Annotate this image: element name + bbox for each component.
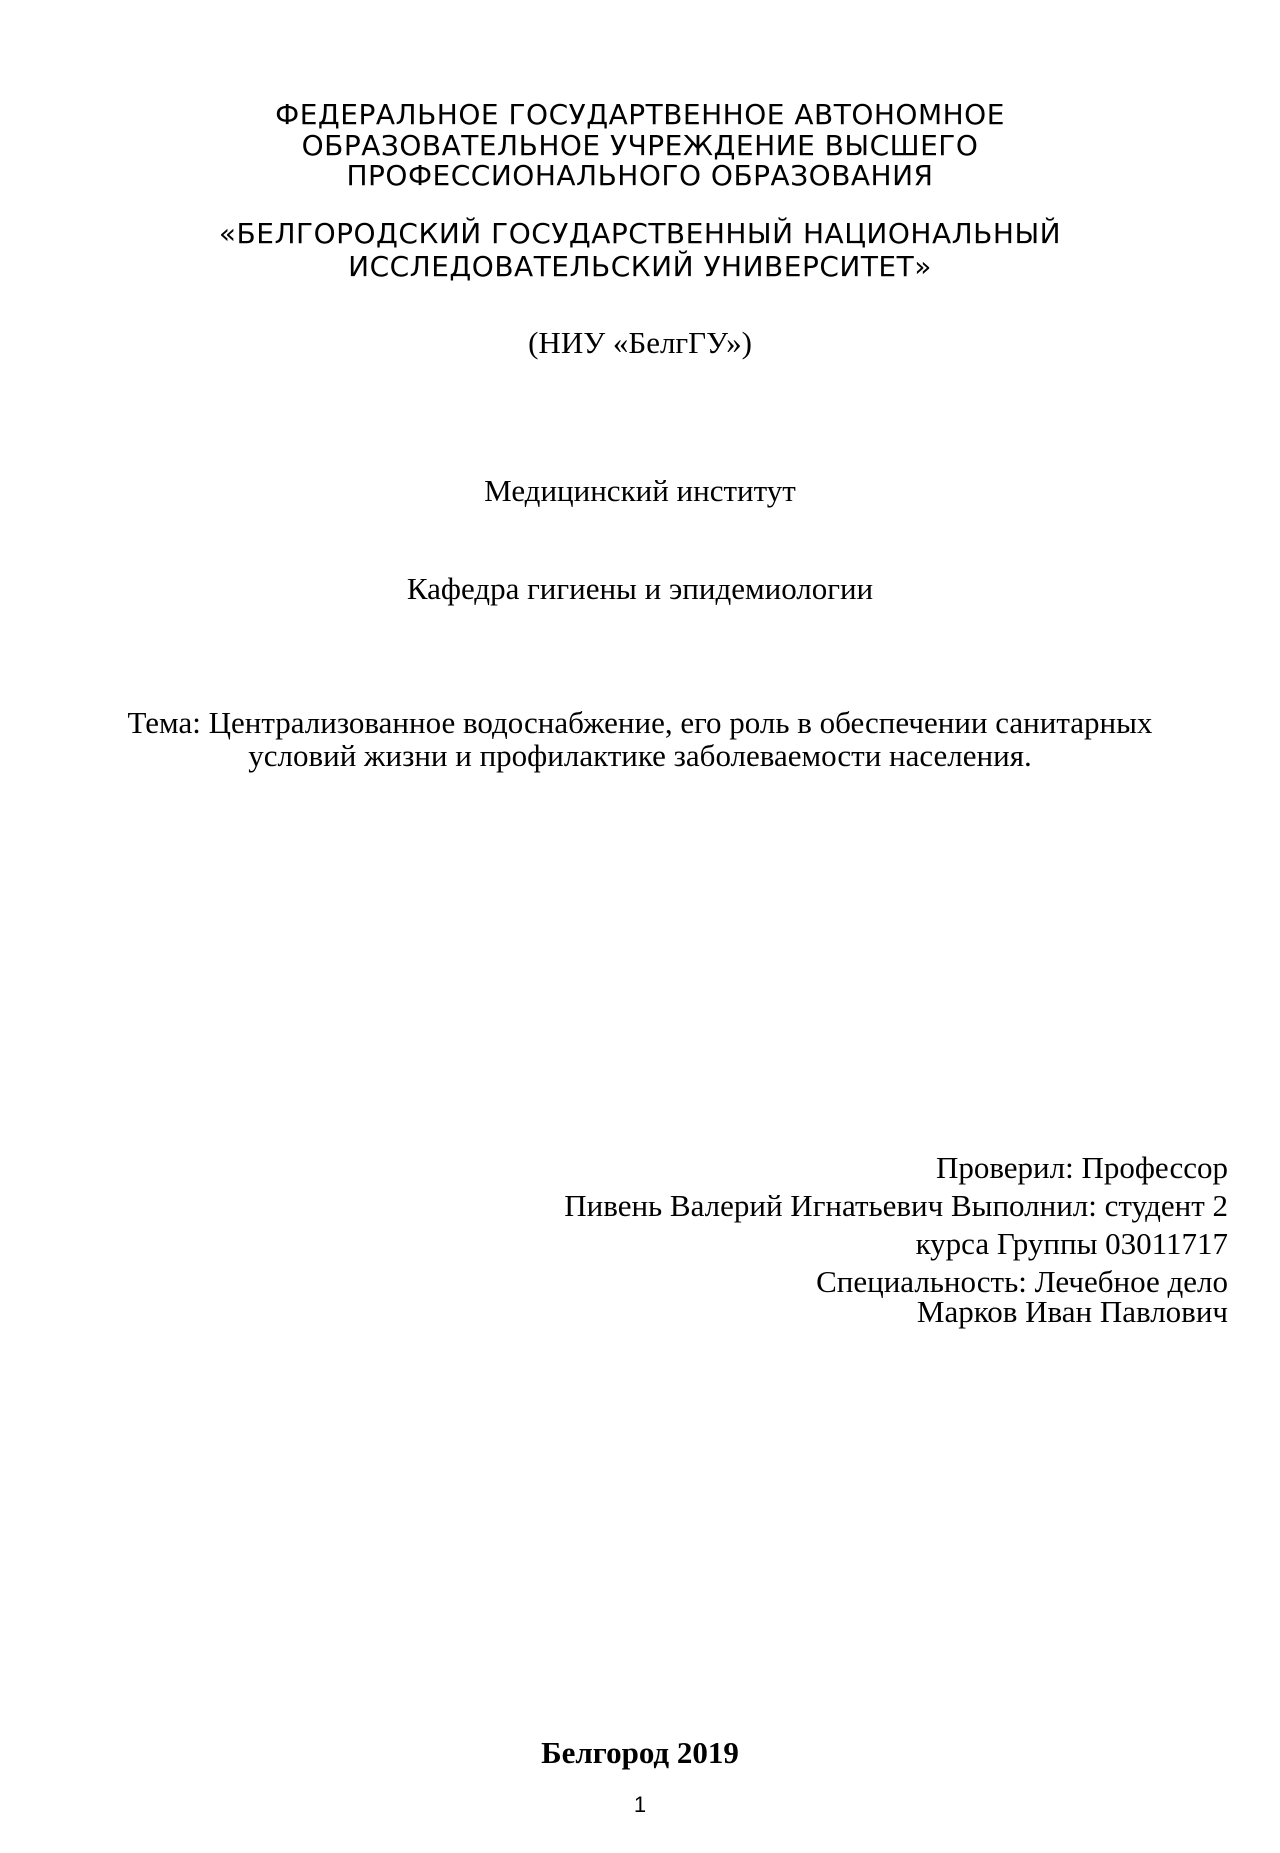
credits-line-1: Проверил: Профессор	[935, 1150, 1228, 1185]
topic-line-1: Тема: Централизованное водоснабжение, его роль в обеспечении санитарных	[127, 705, 1153, 740]
institute-name: Медицинский институт	[484, 473, 796, 508]
credits-line-5: Марков Иван Павлович	[916, 1294, 1228, 1329]
department-name: Кафедра гигиены и эпидемиологии	[406, 571, 874, 606]
university-abbreviation: (НИУ «БелгГУ»)	[528, 325, 752, 360]
credits-line-3: курса Группы 03011717	[915, 1226, 1228, 1261]
org-line-1: ФЕДЕРАЛЬНОЕ ГОСУДАРТВЕННОЕ АВТОНОМНОЕ	[275, 98, 1005, 131]
university-line-2: ИССЛЕДОВАТЕЛЬСКИЙ УНИВЕРСИТЕТ»	[348, 250, 932, 283]
university-line-1: «БЕЛГОРОДСКИЙ ГОСУДАРСТВЕННЫЙ НАЦИОНАЛЬНЫЙ	[218, 217, 1062, 250]
topic-line-2: условий жизни и профилактике заболеваемости населения.	[248, 738, 1032, 773]
org-line-3: ПРОФЕССИОНАЛЬНОГО ОБРАЗОВАНИЯ	[346, 159, 934, 192]
city-year: Белгород 2019	[541, 1735, 739, 1770]
page-number: 1	[633, 1792, 647, 1817]
org-line-2: ОБРАЗОВАТЕЛЬНОЕ УЧРЕЖДЕНИЕ ВЫСШЕГО	[301, 129, 979, 162]
credits-line-4: Специальность: Лечебное дело	[816, 1264, 1228, 1299]
credits-line-2: Пивень Валерий Игнатьевич Выполнил: студент 2	[564, 1188, 1228, 1223]
